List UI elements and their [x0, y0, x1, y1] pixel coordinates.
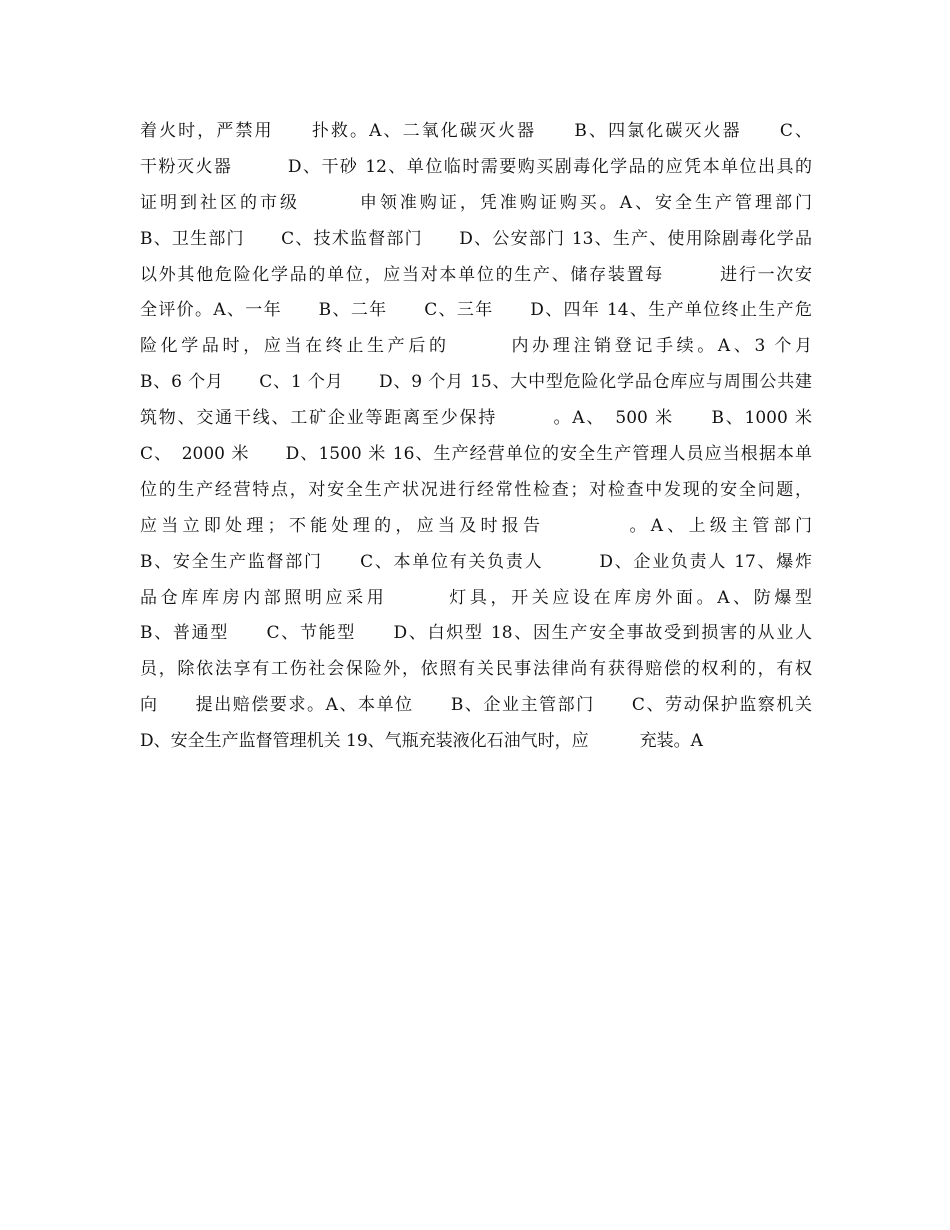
text-line: D、安全生产监督管理机关 19、气瓶充装液化石油气时，应 充装。A [140, 731, 703, 752]
text-line: 向 提出赔偿要求。A、本单位 B、企业主管部门 C、劳动保护监察机关 [140, 695, 812, 716]
text-line: 以外其他危险化学品的单位，应当对本单位的生产、储存装置每 进行一次安 [140, 264, 812, 285]
text-line: 着火时，严禁用 扑救。A、二氧化碳灭火器 B、四氯化碳灭火器 C、 [140, 121, 812, 141]
text-line: 险化学品时，应当在终止生产后的 内办理注销登记手续。A、3 个月 [140, 336, 812, 357]
text-line: 全评价。A、一年 B、二年 C、三年 D、四年 14、生产单位终止生产危 [140, 300, 812, 321]
text-line: 筑物、交通干线、工矿企业等距离至少保持 。A、 500 米 B、1000 米 [140, 408, 812, 429]
text-line: B、6 个月 C、1 个月 D、9 个月 15、大中型危险化学品仓库应与周围公共建 [140, 372, 812, 393]
document-body [140, 114, 812, 760]
text-line: B、安全生产监督部门 C、本单位有关负责人 D、企业负责人 17、爆炸 [140, 551, 812, 572]
text-line: 位的生产经营特点，对安全生产状况进行经常性检查；对检查中发现的安全问题， [140, 479, 812, 500]
text-line: 品仓库库房内部照明应采用 灯具，开关应设在库房外面。A、防爆型 [140, 587, 812, 608]
text-line: B、卫生部门 C、技术监督部门 D、公安部门 13、生产、使用除剧毒化学品 [140, 228, 812, 249]
text-line: 证明到社区的市级 申领准购证，凭准购证购买。A、安全生产管理部门 [140, 192, 812, 213]
text-line: C、 2000 米 D、1500 米 16、生产经营单位的安全生产管理人员应当根据本单 [140, 444, 812, 465]
text-line: 干粉灭火器 D、干砂 12、单位临时需要购买剧毒化学品的应凭本单位出具的 [140, 156, 812, 177]
text-line: 应当立即处理；不能处理的，应当及时报告 。A、上级主管部门 [140, 515, 812, 536]
text-line: 员，除依法享有工伤社会保险外，依照有关民事法律尚有获得赔偿的权利的，有权 [140, 659, 812, 680]
text-line: B、普通型 C、节能型 D、白炽型 18、因生产安全事故受到损害的从业人 [140, 623, 812, 644]
